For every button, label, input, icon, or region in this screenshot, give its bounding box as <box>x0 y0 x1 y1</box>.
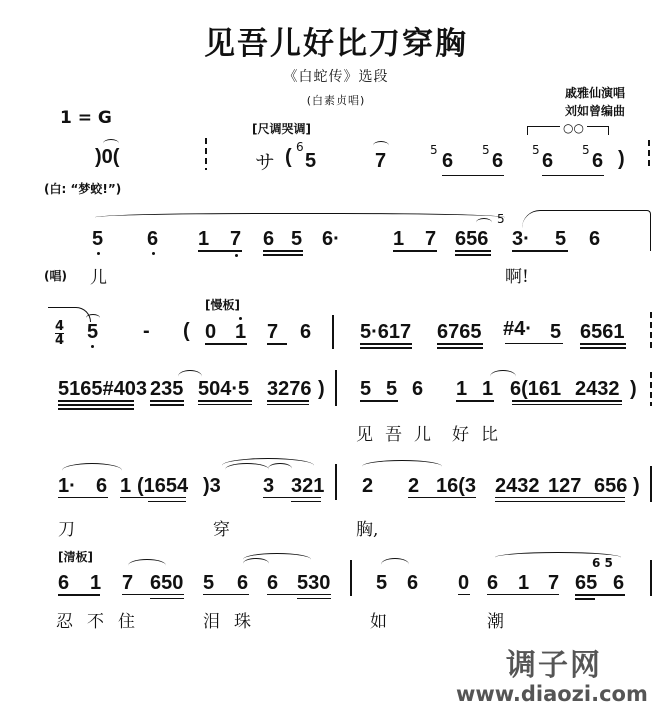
underline <box>198 250 242 252</box>
underline <box>150 404 184 406</box>
note: 6 <box>412 378 424 400</box>
note: 0 <box>205 321 217 343</box>
lyrics: 好比 <box>452 425 510 445</box>
note: 6 <box>613 572 625 594</box>
grace-note: 5 <box>497 212 505 226</box>
underline <box>58 408 134 410</box>
underline <box>205 343 247 345</box>
underline <box>442 175 504 176</box>
lyric: 儿 <box>90 268 107 288</box>
barline <box>350 560 352 596</box>
sung-marker: (唱) <box>44 269 67 283</box>
note: 5 <box>555 228 567 250</box>
grace-note: 5 <box>430 143 438 157</box>
barline <box>335 370 337 406</box>
note: 6 <box>487 572 499 594</box>
underline <box>542 175 604 176</box>
note: 7 <box>425 228 437 250</box>
note: 5 <box>305 150 317 172</box>
underline <box>437 347 483 349</box>
paren-close: ) <box>633 475 640 497</box>
lyric: 穿 <box>213 520 230 540</box>
underline <box>393 250 437 252</box>
underline <box>148 501 186 502</box>
dash-extension: - <box>143 320 150 342</box>
underline <box>458 594 470 595</box>
note: 7 <box>122 572 134 594</box>
note: 3· <box>512 228 530 250</box>
underline <box>575 594 625 596</box>
note: 1 <box>518 572 530 594</box>
note-rest: 0 <box>458 572 470 594</box>
slur <box>268 463 292 474</box>
note: 1 <box>393 228 405 250</box>
tempo-marking: [尺调哭调] <box>252 122 311 136</box>
note: 6 <box>263 228 275 250</box>
note-group: 504·5 <box>198 378 250 400</box>
note-group: 6(161 <box>510 378 562 400</box>
low-octave-dot <box>152 252 155 255</box>
note-group: (1654 <box>137 475 189 497</box>
note: 2 <box>408 475 420 497</box>
underline <box>203 594 249 595</box>
underline <box>512 250 568 252</box>
slur <box>243 558 269 569</box>
underline <box>263 250 303 252</box>
underline <box>150 400 184 402</box>
note: 7 <box>267 321 279 343</box>
slur <box>128 559 166 572</box>
underline <box>297 598 331 599</box>
note: 6 <box>442 150 454 172</box>
note: 6 <box>492 150 504 172</box>
lyrics: 忍不住 <box>56 612 149 632</box>
underline <box>437 343 483 345</box>
lyric: 啊! <box>505 267 529 287</box>
barline <box>205 138 207 170</box>
note: 6 <box>58 572 70 594</box>
underline <box>198 404 252 405</box>
note-group: 6765 <box>437 321 482 343</box>
underline <box>263 497 321 498</box>
note: 5 <box>360 378 372 400</box>
slur <box>522 210 651 251</box>
underline <box>360 400 398 402</box>
note-group: 16(3 <box>436 475 477 497</box>
barline <box>650 466 652 502</box>
barline <box>335 464 337 500</box>
note: 5 <box>291 228 303 250</box>
underline <box>58 404 134 406</box>
note-group: 650 <box>150 572 184 594</box>
note: 5 <box>203 572 215 594</box>
opera-source: 《白蛇传》选段 <box>283 69 389 85</box>
underline <box>291 501 321 502</box>
underline <box>58 400 134 402</box>
lyric: 胸, <box>356 520 379 540</box>
note: 7 <box>548 572 560 594</box>
note: 6 <box>407 572 419 594</box>
note: 1 <box>235 321 247 343</box>
grace-note: 6 <box>296 140 304 154</box>
underline <box>456 400 494 402</box>
lyrics: 泪珠 <box>203 612 265 632</box>
high-octave-dot <box>239 317 242 320</box>
barline <box>650 560 652 596</box>
underline <box>512 404 622 405</box>
note-group: 656 <box>594 475 628 497</box>
note: 1 <box>456 378 468 400</box>
slur <box>381 558 409 571</box>
note: 1 <box>482 378 494 400</box>
note: 1 <box>120 475 132 497</box>
note: 6 <box>96 475 108 497</box>
underline <box>263 254 303 256</box>
note: 1 <box>90 572 102 594</box>
note-group: 65 <box>575 572 598 594</box>
free-meter-symbol: サ <box>255 150 275 174</box>
low-octave-dot <box>91 345 94 348</box>
note: 6 <box>237 572 249 594</box>
note-group: 127 <box>548 475 582 497</box>
underline <box>122 594 184 595</box>
underline <box>487 594 559 595</box>
note: 6 <box>300 321 312 343</box>
note: 7 <box>230 228 242 250</box>
time-signature: 4 4 <box>55 319 65 348</box>
underline <box>267 343 287 345</box>
note-sharp: #4· <box>503 318 532 340</box>
lyrics: 见吾儿 <box>356 425 443 445</box>
lyric: 刀 <box>58 520 75 540</box>
performer-credit: 戚雅仙演唱 <box>565 86 626 100</box>
note: 2 <box>362 475 374 497</box>
note: 5 <box>92 228 104 250</box>
underline <box>267 404 309 405</box>
note: 1· <box>58 475 76 497</box>
watermark-site-name: 调子网 <box>506 648 602 683</box>
underline <box>455 250 491 252</box>
underline <box>408 497 476 498</box>
lyric: 潮 <box>487 612 504 632</box>
barline <box>332 315 334 349</box>
underline <box>580 347 626 349</box>
note-group: 2432 <box>575 378 620 400</box>
note: 6 <box>592 150 604 172</box>
underline <box>58 594 100 596</box>
underline <box>512 400 622 402</box>
note: 5 <box>376 572 388 594</box>
grace-note: 5 <box>532 143 540 157</box>
note-group: 656 <box>455 228 489 250</box>
paren-close: ) <box>630 378 637 400</box>
tempo-marking: [清板] <box>58 550 93 564</box>
spoken-line: (白: “梦蛟!”) <box>44 182 122 196</box>
underline <box>360 347 412 349</box>
underline <box>360 343 412 345</box>
note-group: 3276 <box>267 378 312 400</box>
grace-note: 5 <box>482 143 490 157</box>
tempo-marking: [慢板] <box>205 298 240 312</box>
low-octave-dot <box>97 252 100 255</box>
note: 6 <box>542 150 554 172</box>
slur <box>362 460 442 473</box>
note: 6· <box>322 228 340 250</box>
underline <box>505 343 563 344</box>
fermata-icon <box>476 218 492 227</box>
note: 6 <box>147 228 159 250</box>
arranger-credit: 刘如曾编曲 <box>565 104 626 118</box>
slur <box>95 213 505 224</box>
underline <box>575 598 595 600</box>
underline <box>150 598 184 599</box>
underline <box>267 400 309 402</box>
note-rest: )0( <box>95 146 120 168</box>
note-group: 6561 <box>580 321 625 343</box>
underline <box>455 254 491 256</box>
barline <box>650 372 652 406</box>
fermata-icon <box>373 141 389 150</box>
note: 3 <box>263 475 275 497</box>
note-group: 2432 <box>495 475 540 497</box>
harmonic-circles: ○○ <box>560 121 587 135</box>
grace-note: 5 <box>582 143 590 157</box>
underline <box>495 501 625 502</box>
singer-role: (白素贞唱) <box>306 94 366 107</box>
note-group: 5165#403 <box>58 378 147 400</box>
note-group: 235 <box>150 378 184 400</box>
low-octave-dot <box>235 254 238 257</box>
barline <box>648 140 650 170</box>
song-title: 见吾儿好比刀穿胸 <box>204 26 468 62</box>
watermark-url[interactable]: www.diaozi.com <box>456 682 648 706</box>
underline <box>58 497 108 498</box>
note: 5 <box>386 378 398 400</box>
paren-close: ) <box>318 378 325 400</box>
note-group: 530 <box>297 572 331 594</box>
note-group: 321 <box>291 475 325 497</box>
note: 5 <box>87 321 99 343</box>
paren-open: ( <box>183 320 190 342</box>
note: 7 <box>375 150 387 172</box>
underline <box>580 343 626 345</box>
underline <box>198 400 252 402</box>
barline <box>650 312 652 348</box>
paren-close: ) <box>618 148 625 170</box>
underline <box>495 497 625 498</box>
note: 6 <box>267 572 279 594</box>
note: 6 <box>589 228 601 250</box>
key-signature: 1 = G <box>60 108 112 128</box>
note: )3 <box>203 475 221 497</box>
lyric: 如 <box>370 612 387 632</box>
note: 1 <box>198 228 210 250</box>
note-group: 5·617 <box>360 321 412 343</box>
paren-open: ( <box>285 146 292 168</box>
credits <box>565 84 625 120</box>
underline <box>267 594 331 595</box>
underline <box>120 497 186 498</box>
note: 5 <box>550 321 562 343</box>
grace-notes: 6 5 <box>592 556 613 570</box>
